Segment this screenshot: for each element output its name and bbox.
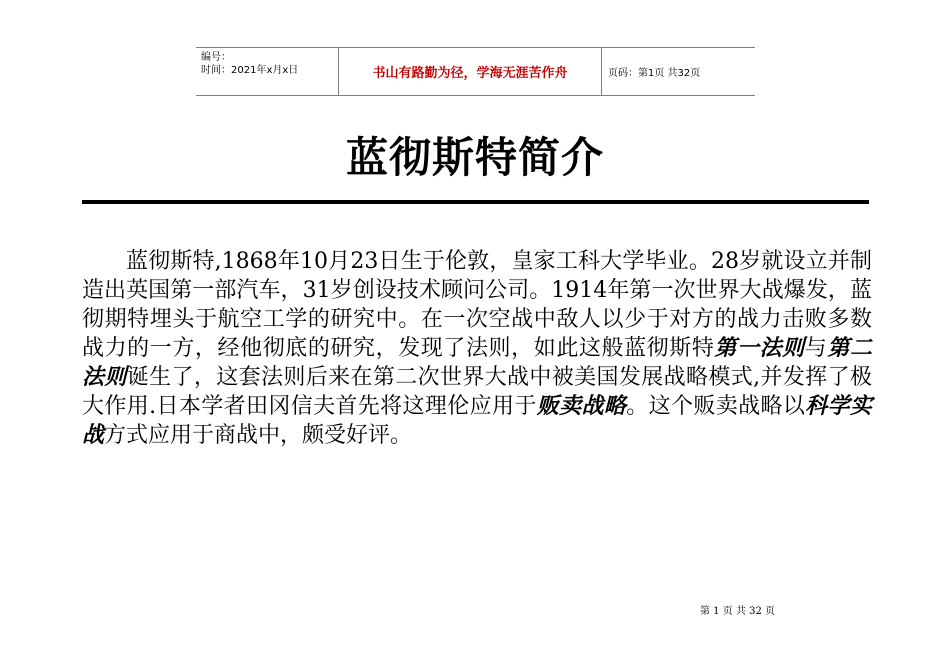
page-label: 页码：第1页 共32页 xyxy=(608,68,701,79)
first-law-term: 第一法则 xyxy=(714,335,805,361)
header-motto-cell xyxy=(339,48,602,95)
time-label: 时间：2021年x月x日 xyxy=(201,65,299,76)
title-divider xyxy=(82,200,869,204)
header-meta-cell xyxy=(196,48,339,95)
intro-paragraph xyxy=(82,247,872,450)
header-table xyxy=(196,47,755,96)
second-law-term: 第二法则 xyxy=(82,335,872,390)
header-page-cell xyxy=(602,48,755,95)
body-segment: 。这个贩卖战略以 xyxy=(626,394,806,419)
body-segment: 方式应用于商战中，颇受好评。 xyxy=(104,423,413,448)
number-label: 编号： xyxy=(201,52,231,63)
page-footer: 第 1 页 共 32 页 xyxy=(700,606,775,617)
body-segment: 与 xyxy=(804,336,828,361)
scientific-combat-term: 科学实战 xyxy=(82,393,872,448)
document-title: 蓝彻斯特简介 xyxy=(345,133,604,182)
body-text xyxy=(82,247,872,450)
body-segment: 蓝彻斯特,1868年10月23日生于伦敦，皇家工科大学毕业。28岁就设立并制造出英国第一部汽车，31岁创设技术顾问公司。1914年第一次世界大战爆发，蓝彻期特埋头于航空工学的研究中。在一次空战中敌人以少于对方的战力击败多数战力的一方，经他彻底的研究，发现了法则，如此这般蓝彻斯特 xyxy=(82,249,872,361)
sales-strategy-term: 贩卖战略 xyxy=(536,393,627,419)
motto-text: 书山有路勤为径，学海无涯苦作舟 xyxy=(372,66,568,81)
body-segment: 诞生了，这套法则后来在第二次世界大战中被美国发展战略模式,并发挥了极大作用.日本学者田冈信夫首先将这理伦应用于 xyxy=(82,365,872,419)
